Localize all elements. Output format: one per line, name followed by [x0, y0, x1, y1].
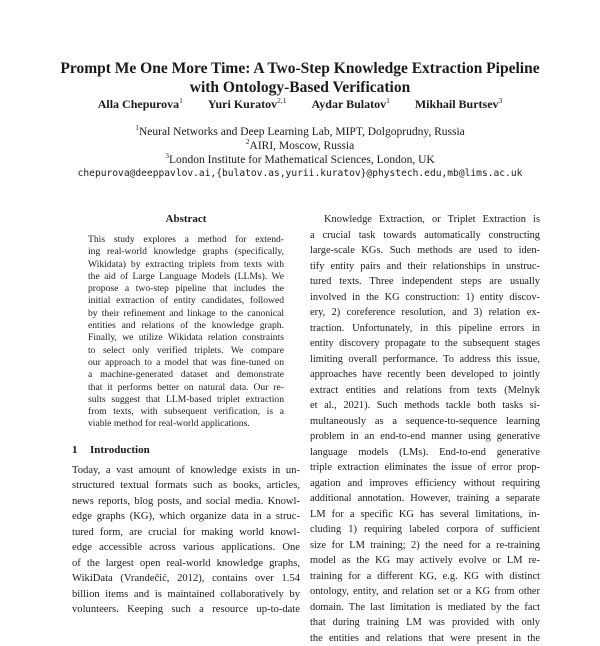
text-line: Knowledge Extraction, or Triplet Extraction is	[310, 212, 540, 228]
affiliation-mark: 2	[246, 137, 250, 146]
text-line: WikiData (Vrandečić, 2012), contains over 1.54	[72, 571, 300, 587]
abstract-heading: Abstract	[72, 212, 300, 226]
affiliation-mark: 1	[135, 123, 139, 132]
text-line: LM for a specific KG has several limitations, in-	[310, 507, 540, 523]
text-line: structured textual formats such as books, articles,	[72, 478, 300, 494]
text-line: cluding 1) requiring labeled corpora of sufficient	[310, 522, 540, 538]
abstract-body	[88, 234, 284, 431]
author-affil-mark: 1	[179, 96, 183, 105]
text-line: entities and relations of the knowledge graph.	[88, 320, 284, 332]
text-line: Finally, we utilize Wikidata relation constraints	[88, 332, 284, 344]
section-title: Introduction	[90, 444, 150, 456]
author	[415, 97, 502, 111]
right-column	[310, 212, 540, 646]
author-name: Mikhail Burtsev	[415, 97, 499, 111]
affiliation	[40, 153, 560, 167]
text-line: edge graphs (KG), which organize data in a struc-	[72, 509, 300, 525]
text-line: volunteers. Keeping such a resource up-to-date	[72, 602, 300, 618]
affiliation-mark: 3	[165, 151, 169, 160]
text-line: ontology, entity, and relation set or a KG from other	[310, 584, 540, 600]
author-emails: chepurova@deeppavlov.ai,{bulatov.as,yurii.kuratov}@phystech.edu,mb@lims.ac.uk	[20, 167, 580, 180]
text-line: viable method for real-world applications.	[88, 418, 284, 430]
text-line: entity discovery propagate to the subsequent stages	[310, 336, 540, 352]
text-line: tify entity pairs and their relationships in unstruc-	[310, 259, 540, 275]
right-column-body	[310, 212, 540, 646]
text-line: size for LM training; 2) the need for a re-training	[310, 538, 540, 554]
text-line: agation and improves efficiency without requiring	[310, 476, 540, 492]
text-line: Wikidata) by extracting triplets from texts with	[88, 259, 284, 271]
section-heading-introduction	[72, 443, 300, 457]
author-affil-mark: 2,1	[277, 96, 286, 105]
affiliation	[40, 125, 560, 139]
text-line: tured texts. Three independent steps are usually	[310, 274, 540, 290]
author-affil-mark: 3	[499, 96, 503, 105]
text-line: a crucial task towards automatically constructing	[310, 228, 540, 244]
text-line: additional annotation. However, training a separate	[310, 491, 540, 507]
text-line: training for a different KG, e.g. KG with distinct	[310, 569, 540, 585]
paper-title	[40, 60, 560, 97]
introduction-body	[72, 463, 300, 618]
affiliation-text: AIRI, Moscow, Russia	[250, 140, 355, 152]
text-line: extract entities and relations from texts (Melnyk	[310, 383, 540, 399]
section-number: 1	[72, 443, 90, 457]
author-name: Aydar Bulatov	[312, 97, 387, 111]
text-line: edge accessible across various applications. One	[72, 540, 300, 556]
text-line: limiting overall performance. To address this issue,	[310, 352, 540, 368]
text-line: approaches have recently been developed to jointly	[310, 367, 540, 383]
text-line: news reports, blog posts, and social media. Knowl-	[72, 494, 300, 510]
text-line: ery, 2) coreference resolution, and 3) relation ex-	[310, 305, 540, 321]
author	[312, 97, 390, 111]
affiliation-text: Neural Networks and Deep Learning Lab, MIPT, Dolgoprudny, Russia	[139, 126, 465, 138]
text-line: that during training LM was provided with only	[310, 615, 540, 631]
author-name: Alla Chepurova	[98, 97, 179, 111]
text-line: domain. The last limitation is mediated by the fact	[310, 600, 540, 616]
left-column	[72, 212, 300, 618]
author-list	[40, 97, 560, 111]
text-line: billion items and is maintained collaboratively by	[72, 587, 300, 603]
text-line: a machine-generated dataset and demonstrate	[88, 369, 284, 381]
author	[208, 97, 287, 111]
text-line: that it performs better on natural data. Our re-	[88, 382, 284, 394]
text-line: problem in an end-to-end manner using generative	[310, 429, 540, 445]
text-line: This study explores a method for extend-	[88, 234, 284, 246]
text-line: triple extraction eliminates the issue of error prop-	[310, 460, 540, 476]
text-line: from texts, with subsequent verification, is a	[88, 406, 284, 418]
text-line: traction. Unfortunately, in this pipeline errors in	[310, 321, 540, 337]
text-line: multaneously as a sequence-to-sequence learning	[310, 414, 540, 430]
text-line: to select only verified triplets. We compare	[88, 345, 284, 357]
title-line-2: with Ontology-Based Verification	[40, 79, 560, 98]
text-line: large-scale KGs. Such methods are used to iden-	[310, 243, 540, 259]
text-line: ing real-world knowledge graphs (specifically,	[88, 246, 284, 258]
text-line: tured form, are crucial for making world knowl-	[72, 525, 300, 541]
text-line: our approach to a model that was fine-tuned on	[88, 357, 284, 369]
text-line: sults suggest that LLM-based triplet extraction	[88, 394, 284, 406]
affiliation-text: London Institute for Mathematical Sciences, London, UK	[169, 154, 435, 166]
text-line: by their refinement and linkage to the canonical	[88, 308, 284, 320]
author	[98, 97, 183, 111]
text-line: the entities and relations that were present in the	[310, 631, 540, 646]
text-line: Today, a vast amount of knowledge exists in un-	[72, 463, 300, 479]
author-name: Yuri Kuratov	[208, 97, 277, 111]
text-line: model as the KG may actively evolve or LM re-	[310, 553, 540, 569]
text-line: the aid of Large Language Models (LLMs). We	[88, 271, 284, 283]
text-line: language models (LMs). End-to-end generative	[310, 445, 540, 461]
text-line: involved in the KG construction: 1) entity discov-	[310, 290, 540, 306]
text-line: initial extraction of entity candidates, followed	[88, 295, 284, 307]
author-affil-mark: 1	[386, 96, 390, 105]
text-line: of the largest open real-world knowledge graphs,	[72, 556, 300, 572]
affiliation-list	[40, 125, 560, 167]
affiliation	[40, 139, 560, 153]
text-line: propose a two-step pipeline that includes the	[88, 283, 284, 295]
title-line-1: Prompt Me One More Time: A Two-Step Knowledge Extraction Pipeline	[40, 60, 560, 79]
text-line: et al., 2021). Such methods tackle both tasks si-	[310, 398, 540, 414]
